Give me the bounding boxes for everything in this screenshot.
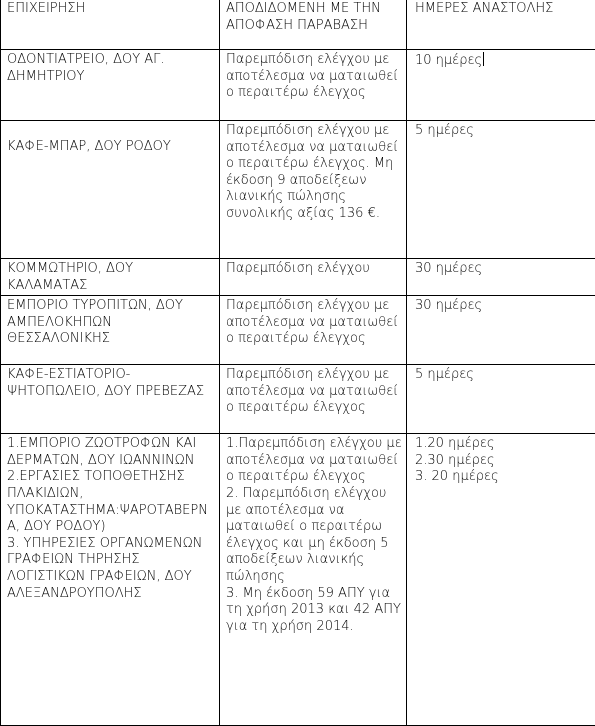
days-text: 30 ημέρες [415,261,483,276]
violation-text: Παρεμπόδιση ελέγχου με αποτέλεσμα να ματαιωθεί ο περαιτέρω έλεγχος [226,367,399,416]
cell-days [407,296,595,365]
days-text: 30 ημέρες [415,298,483,314]
business-text: ΚΑΦΕ-ΕΣΤΙΑΤΟΡΙΟ-ΨΗΤΟΠΩΛΕΙΟ, ΔΟΥ ΠΡΕΒΕΖΑΣ [7,367,205,399]
cell-days [407,259,595,296]
table-row [1,50,595,121]
business-text: 1.ΕΜΠΟΡΙΟ ΖΩΟΤΡΟΦΩΝ ΚΑΙ ΔΕΡΜΑΤΩΝ, ΔΟΥ ΙΩΑΝΝΙΝΩΝ 2.ΕΡΓΑΣΙΕΣ ΤΟΠΟΘΕΤΗΣΗΣ ΠΛΑΚΙΔΙΩΝ, ΥΠΟΚΑΤΑΣΤΗΜΑ:ΨΑΡΟΤΑΒΕΡΝΑ, ΔΟΥ ΡΟΔΟΥ) 3. ΥΠΗΡΕΣΙΕΣ ΟΡΓΑΝΩΜΕΝΩΝ ΓΡΑΦΕΙΩΝ ΤΗΡΗΣΗΣ ΛΟΓΙΣΤΙΚΩΝ ΓΡΑΦΕΙΩΝ, ΔΟΥ ΑΛΕΞΑΝΔΡΟΥΠΟΛΗΣ [7,436,208,601]
cell-business [1,50,220,121]
cell-days [407,365,595,434]
days-text: 10 ημέρες [415,53,483,68]
days-text: 1.20 ημέρες 2.30 ημέρες 3. 20 ημέρες [415,436,499,485]
cell-business [1,434,220,726]
business-text: ΟΔΟΝΤΙΑΤΡΕΙΟ, ΔΟΥ ΑΓ. ΔΗΜΗΤΡΙΟΥ [7,52,165,84]
days-text: 5 ημέρες [415,367,474,383]
violation-text: Παρεμπόδιση ελέγχου με αποτέλεσμα να ματαιωθεί ο περαιτέρω έλεγχος. Μη έκδοση 9 αποδείξεων λιανικής πώλησης συνολικής αξίας 136 €. [226,123,399,221]
table-row [1,121,595,259]
violation-text: Παρεμπόδιση ελέγχου [226,261,370,276]
header-violation-text: ΑΠΟΔΙΔΟΜΕΝΗ ΜΕ ΤΗΝ ΑΠΟΦΑΣΗ ΠΑΡΑΒΑΣΗ [226,1,381,33]
header-business [1,0,220,50]
table-row [1,259,595,296]
cell-violation [220,121,407,259]
cell-business [1,259,220,296]
header-days [407,0,595,50]
table-header-row [1,0,595,50]
cell-violation [220,365,407,434]
text-cursor [483,52,484,66]
cell-days [407,434,595,726]
business-text: ΚΑΦΕ-ΜΠΑΡ, ΔΟΥ ΡΟΔΟΥ [7,139,171,154]
header-violation [220,0,407,50]
table-row [1,365,595,434]
cell-violation [220,434,407,726]
cell-violation [220,259,407,296]
days-text: 5 ημέρες [415,123,474,138]
cell-violation [220,296,407,365]
table-row [1,434,595,726]
violation-text: Παρεμπόδιση ελέγχου με αποτέλεσμα να ματαιωθεί ο περαιτέρω έλεγχος [226,298,399,347]
cell-business [1,121,220,259]
violation-text: 1.Παρεμπόδιση ελέγχου με αποτέλεσμα να ματαιωθεί ο περαιτέρω έλεγχος 2. Παρεμπόδιση ελέγχου με αποτέλεσμα να ματαιωθεί ο περαιτέρω έλεγχος και μη έκδοση 5 αποδείξεων λιανικής πώλησης 3. Μη έκδοση 59 ΑΠΥ για τη χρήση 2013 και 42 ΑΠΥ για τη χρήση 2014. [226,436,402,634]
violation-text: Παρεμπόδιση ελέγχου με αποτέλεσμα να ματαιωθεί ο περαιτέρω έλεγχος [226,52,399,101]
header-business-text: ΕΠΙΧΕΙΡΗΣΗ [7,1,86,16]
cell-days[interactable] [407,50,595,121]
business-text: ΚΟΜΜΩΤΗΡΙΟ, ΔΟΥ ΚΑΛΑΜΑΤΑΣ [7,261,134,293]
business-text: ΕΜΠΟΡΙΟ ΤΥΡΟΠΙΤΩΝ, ΔΟΥ ΑΜΠΕΛΟΚΗΠΩΝ ΘΕΣΣΑΛΟΝΙΚΗΣ [7,298,183,347]
cell-business [1,296,220,365]
cell-days [407,121,595,259]
header-days-text: ΗΜΕΡΕΣ ΑΝΑΣΤΟΛΗΣ [415,1,554,16]
table-row [1,296,595,365]
cell-violation [220,50,407,121]
cell-business [1,365,220,434]
